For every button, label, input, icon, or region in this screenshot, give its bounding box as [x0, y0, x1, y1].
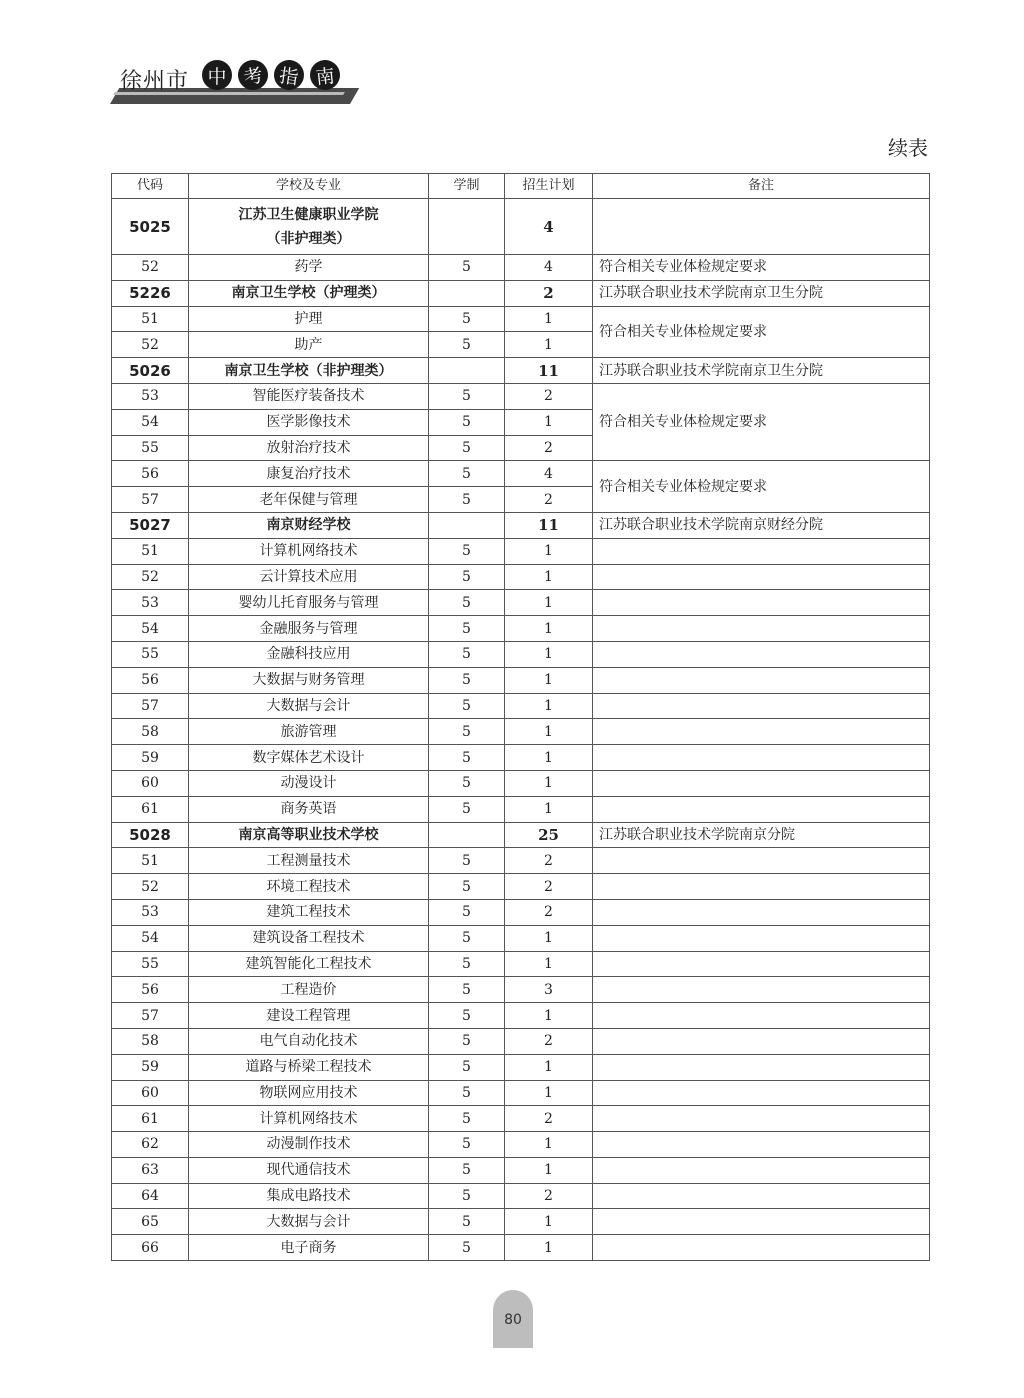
cell-code: 54: [112, 925, 189, 951]
cell-code: 53: [112, 383, 189, 409]
cell-name: [189, 590, 429, 616]
school-name: 护理: [294, 310, 323, 327]
cell-name: [189, 1132, 429, 1158]
cell-note: [593, 1183, 930, 1209]
major-row: [112, 848, 930, 874]
cell-years: [429, 822, 505, 848]
school-name: 旅游管理: [280, 723, 337, 740]
school-name: 婴幼儿托育服务与管理: [238, 594, 379, 611]
school-name: 药学: [294, 259, 323, 276]
school-name: 大数据与会计: [266, 1213, 351, 1230]
col-header-code: 代码: [112, 174, 189, 199]
cell-years: 5: [429, 1003, 505, 1029]
major-row: [112, 1209, 930, 1235]
cell-code: 56: [112, 667, 189, 693]
cell-plan: 2: [505, 899, 593, 925]
cell-plan: 2: [505, 435, 593, 461]
cell-name: [189, 1106, 429, 1132]
school-name: 老年保健与管理: [259, 491, 358, 508]
major-row: [112, 255, 930, 281]
cell-code: 61: [112, 796, 189, 822]
cell-note: [593, 796, 930, 822]
cell-code: 52: [112, 564, 189, 590]
cell-years: 5: [429, 796, 505, 822]
cell-code: 59: [112, 745, 189, 771]
cell-name: [189, 951, 429, 977]
major-row: [112, 693, 930, 719]
cell-name: [189, 667, 429, 693]
major-row: [112, 951, 930, 977]
cell-plan: 4: [505, 199, 593, 255]
cell-plan: 4: [505, 255, 593, 281]
cell-years: 5: [429, 1157, 505, 1183]
major-row: [112, 1028, 930, 1054]
cell-name: [189, 538, 429, 564]
cell-note: 江苏联合职业技术学院南京卫生分院: [593, 280, 930, 306]
cell-years: [429, 358, 505, 384]
cell-name: [189, 719, 429, 745]
cell-years: 5: [429, 564, 505, 590]
major-row: [112, 564, 930, 590]
school-name: 道路与桥梁工程技术: [245, 1059, 372, 1076]
cell-note: [593, 719, 930, 745]
cell-years: 5: [429, 306, 505, 332]
cell-years: 5: [429, 951, 505, 977]
cell-name: [189, 848, 429, 874]
school-name: 物联网应用技术: [259, 1084, 358, 1101]
cell-note: [593, 745, 930, 771]
cell-years: 5: [429, 1106, 505, 1132]
cell-plan: 2: [505, 1183, 593, 1209]
cell-note: [593, 1080, 930, 1106]
school-name: 南京财经学校: [266, 517, 351, 534]
major-row: [112, 719, 930, 745]
cell-note: [593, 770, 930, 796]
cell-years: 5: [429, 1183, 505, 1209]
cell-name: [189, 1080, 429, 1106]
cell-years: 5: [429, 1235, 505, 1261]
major-row: [112, 925, 930, 951]
cell-plan: 2: [505, 383, 593, 409]
cell-code: 55: [112, 435, 189, 461]
cell-name: [189, 461, 429, 487]
major-row: [112, 977, 930, 1003]
col-header-note: 备注: [593, 174, 930, 199]
cell-name: [189, 1235, 429, 1261]
cell-code: 57: [112, 487, 189, 513]
major-row: [112, 1183, 930, 1209]
cell-name: [189, 487, 429, 513]
cell-plan: 2: [505, 1106, 593, 1132]
school-name: 金融服务与管理: [259, 620, 358, 637]
school-name: 江苏卫生健康职业学院: [238, 206, 379, 223]
cell-plan: 1: [505, 1132, 593, 1158]
cell-note: 符合相关专业体检规定要求: [593, 461, 930, 513]
cell-note: [593, 667, 930, 693]
school-name: 动漫设计: [280, 775, 337, 792]
cell-code: 51: [112, 848, 189, 874]
cell-name: [189, 925, 429, 951]
cell-note: [593, 641, 930, 667]
cell-note: [593, 1209, 930, 1235]
col-header-years: 学制: [429, 174, 505, 199]
cell-name: [189, 409, 429, 435]
major-row: [112, 899, 930, 925]
school-name: 数字媒体艺术设计: [252, 749, 365, 766]
title-char: 考: [235, 57, 271, 93]
enrollment-table: [111, 173, 930, 1261]
col-header-plan: 招生计划: [505, 174, 593, 199]
cell-years: 5: [429, 332, 505, 358]
cell-name: [189, 1157, 429, 1183]
cell-note: [593, 1235, 930, 1261]
cell-plan: 1: [505, 409, 593, 435]
cell-name: [189, 306, 429, 332]
major-row: [112, 383, 930, 409]
cell-name: [189, 1209, 429, 1235]
cell-note: [593, 925, 930, 951]
cell-plan: 1: [505, 719, 593, 745]
cell-years: 5: [429, 1028, 505, 1054]
school-name: 建筑设备工程技术: [252, 930, 365, 947]
cell-plan: 1: [505, 616, 593, 642]
cell-code: 57: [112, 693, 189, 719]
cell-code: 52: [112, 255, 189, 281]
cell-years: 5: [429, 616, 505, 642]
cell-plan: 11: [505, 512, 593, 538]
cell-years: 5: [429, 641, 505, 667]
cell-plan: 1: [505, 1235, 593, 1261]
school-name: 大数据与财务管理: [252, 672, 365, 689]
cell-code: 64: [112, 1183, 189, 1209]
school-name: 建筑智能化工程技术: [245, 955, 372, 972]
cell-years: 5: [429, 409, 505, 435]
cell-years: 5: [429, 848, 505, 874]
cell-note: [593, 590, 930, 616]
cell-code: 5027: [112, 512, 189, 538]
cell-name: [189, 1054, 429, 1080]
major-row: [112, 1080, 930, 1106]
cell-years: 5: [429, 770, 505, 796]
cell-name: [189, 796, 429, 822]
cell-code: 61: [112, 1106, 189, 1132]
school-name: 商务英语: [280, 801, 337, 818]
cell-code: 60: [112, 1080, 189, 1106]
school-name: 现代通信技术: [266, 1162, 351, 1179]
cell-years: 5: [429, 1054, 505, 1080]
major-row: [112, 1054, 930, 1080]
cell-plan: 1: [505, 693, 593, 719]
major-row: [112, 770, 930, 796]
cell-plan: 1: [505, 1209, 593, 1235]
cell-years: 5: [429, 255, 505, 281]
cell-years: 5: [429, 461, 505, 487]
cell-name: [189, 641, 429, 667]
school-name: 南京卫生学校（非护理类）: [224, 362, 393, 379]
continued-label: 续表: [888, 136, 928, 160]
school-name: 电气自动化技术: [259, 1033, 358, 1050]
major-row: [112, 306, 930, 332]
cell-code: 54: [112, 616, 189, 642]
school-name: 云计算技术应用: [259, 568, 358, 585]
cell-years: 5: [429, 667, 505, 693]
cell-name: [189, 1028, 429, 1054]
cell-code: 59: [112, 1054, 189, 1080]
cell-years: 5: [429, 977, 505, 1003]
cell-plan: 1: [505, 745, 593, 771]
major-row: [112, 538, 930, 564]
cell-code: 62: [112, 1132, 189, 1158]
major-row: [112, 1106, 930, 1132]
cell-years: [429, 512, 505, 538]
school-row: [112, 199, 930, 255]
cell-plan: 11: [505, 358, 593, 384]
cell-plan: 1: [505, 538, 593, 564]
title-char: 指: [272, 58, 306, 92]
cell-name: [189, 874, 429, 900]
cell-plan: 1: [505, 1003, 593, 1029]
title-char: 南: [309, 59, 342, 92]
title-char: 中: [202, 60, 232, 90]
cell-name: [189, 899, 429, 925]
school-name-sub: （非护理类）: [266, 230, 351, 247]
cell-plan: 1: [505, 1054, 593, 1080]
cell-years: 5: [429, 1209, 505, 1235]
cell-note: [593, 899, 930, 925]
page-number: 80: [504, 1312, 522, 1328]
table-body: [112, 199, 930, 1261]
major-row: [112, 590, 930, 616]
cell-note: [593, 951, 930, 977]
cell-plan: 2: [505, 280, 593, 306]
school-name: 智能医疗装备技术: [252, 388, 365, 405]
cell-code: 5028: [112, 822, 189, 848]
cell-code: 60: [112, 770, 189, 796]
cell-name: [189, 383, 429, 409]
cell-code: 52: [112, 874, 189, 900]
school-row: [112, 280, 930, 306]
cell-name: [189, 512, 429, 538]
cell-code: 5226: [112, 280, 189, 306]
cell-code: 5025: [112, 199, 189, 255]
school-row: [112, 512, 930, 538]
major-row: [112, 667, 930, 693]
cell-plan: 25: [505, 822, 593, 848]
cell-note: [593, 616, 930, 642]
cell-code: 54: [112, 409, 189, 435]
cell-code: 58: [112, 719, 189, 745]
school-name: 集成电路技术: [266, 1188, 351, 1205]
cell-note: [593, 1132, 930, 1158]
major-row: [112, 1235, 930, 1261]
header-banner: [110, 56, 355, 106]
school-name: 动漫制作技术: [266, 1136, 351, 1153]
cell-years: 5: [429, 590, 505, 616]
major-row: [112, 1132, 930, 1158]
cell-note: [593, 1054, 930, 1080]
page-number-tab: [493, 1290, 533, 1348]
cell-note: [593, 1028, 930, 1054]
cell-plan: 2: [505, 1028, 593, 1054]
cell-plan: 2: [505, 874, 593, 900]
cell-note: [593, 848, 930, 874]
school-name: 工程测量技术: [266, 852, 351, 869]
cell-name: [189, 822, 429, 848]
school-name: 南京卫生学校（护理类）: [231, 285, 386, 302]
cell-plan: 1: [505, 564, 593, 590]
cell-code: 53: [112, 899, 189, 925]
cell-years: 5: [429, 435, 505, 461]
cell-name: [189, 1003, 429, 1029]
cell-note: [593, 874, 930, 900]
cell-code: 58: [112, 1028, 189, 1054]
cell-note: 江苏联合职业技术学院南京分院: [593, 822, 930, 848]
cell-name: [189, 435, 429, 461]
school-row: [112, 822, 930, 848]
cell-name: [189, 977, 429, 1003]
major-row: [112, 874, 930, 900]
cell-plan: 1: [505, 332, 593, 358]
school-row: [112, 358, 930, 384]
major-row: [112, 461, 930, 487]
cell-code: 52: [112, 332, 189, 358]
cell-note: 江苏联合职业技术学院南京财经分院: [593, 512, 930, 538]
banner-title: [202, 60, 340, 90]
cell-name: [189, 616, 429, 642]
cell-code: 55: [112, 951, 189, 977]
major-row: [112, 641, 930, 667]
cell-name: [189, 693, 429, 719]
school-name: 金融科技应用: [266, 646, 351, 663]
cell-name: [189, 255, 429, 281]
cell-years: 5: [429, 925, 505, 951]
cell-years: 5: [429, 1080, 505, 1106]
cell-name: [189, 1183, 429, 1209]
cell-plan: 1: [505, 306, 593, 332]
table-header-row: [112, 174, 930, 199]
cell-plan: 2: [505, 487, 593, 513]
cell-code: 56: [112, 461, 189, 487]
cell-plan: 1: [505, 1080, 593, 1106]
cell-plan: 1: [505, 951, 593, 977]
col-header-school: 学校及专业: [189, 174, 429, 199]
school-name: 大数据与会计: [266, 697, 351, 714]
cell-note: [593, 977, 930, 1003]
cell-years: [429, 280, 505, 306]
cell-plan: 1: [505, 1157, 593, 1183]
school-name: 工程造价: [280, 981, 337, 998]
major-row: [112, 796, 930, 822]
cell-code: 51: [112, 306, 189, 332]
cell-code: 53: [112, 590, 189, 616]
major-row: [112, 1157, 930, 1183]
cell-years: 5: [429, 874, 505, 900]
school-name: 助产: [294, 336, 323, 353]
cell-note: 符合相关专业体检规定要求: [593, 306, 930, 358]
cell-plan: 1: [505, 590, 593, 616]
major-row: [112, 745, 930, 771]
school-name: 医学影像技术: [266, 414, 351, 431]
major-row: [112, 616, 930, 642]
cell-years: 5: [429, 745, 505, 771]
school-name: 电子商务: [280, 1239, 337, 1256]
banner-city: 徐州市: [120, 69, 190, 94]
cell-code: 65: [112, 1209, 189, 1235]
school-name: 建筑工程技术: [266, 904, 351, 921]
cell-name: [189, 358, 429, 384]
cell-code: 5026: [112, 358, 189, 384]
cell-note: [593, 1106, 930, 1132]
cell-years: 5: [429, 1132, 505, 1158]
cell-plan: 2: [505, 848, 593, 874]
cell-plan: 1: [505, 925, 593, 951]
cell-code: 56: [112, 977, 189, 1003]
major-row: [112, 1003, 930, 1029]
cell-name: [189, 770, 429, 796]
cell-plan: 1: [505, 641, 593, 667]
cell-note: [593, 564, 930, 590]
cell-plan: 1: [505, 667, 593, 693]
cell-note: 江苏联合职业技术学院南京卫生分院: [593, 358, 930, 384]
cell-code: 55: [112, 641, 189, 667]
cell-years: 5: [429, 719, 505, 745]
cell-note: [593, 1003, 930, 1029]
cell-name: [189, 564, 429, 590]
cell-note: [593, 199, 930, 255]
cell-name: [189, 280, 429, 306]
cell-note: [593, 693, 930, 719]
cell-years: 5: [429, 487, 505, 513]
cell-plan: 4: [505, 461, 593, 487]
cell-note: [593, 538, 930, 564]
cell-code: 63: [112, 1157, 189, 1183]
cell-plan: 1: [505, 796, 593, 822]
cell-name: [189, 745, 429, 771]
school-name: 环境工程技术: [266, 878, 351, 895]
school-name: 计算机网络技术: [259, 1110, 358, 1127]
cell-note: 符合相关专业体检规定要求: [593, 255, 930, 281]
cell-note: [593, 1157, 930, 1183]
cell-years: [429, 199, 505, 255]
cell-plan: 3: [505, 977, 593, 1003]
school-name: 康复治疗技术: [266, 465, 351, 482]
cell-years: 5: [429, 899, 505, 925]
school-name: 计算机网络技术: [259, 543, 358, 560]
school-name: 南京高等职业技术学校: [238, 826, 379, 843]
cell-name: [189, 332, 429, 358]
school-name: 放射治疗技术: [266, 439, 351, 456]
cell-code: 51: [112, 538, 189, 564]
cell-note: 符合相关专业体检规定要求: [593, 383, 930, 460]
cell-name: [189, 199, 429, 255]
cell-years: 5: [429, 383, 505, 409]
school-name: 建设工程管理: [266, 1007, 351, 1024]
cell-years: 5: [429, 693, 505, 719]
cell-code: 66: [112, 1235, 189, 1261]
cell-code: 57: [112, 1003, 189, 1029]
cell-plan: 1: [505, 770, 593, 796]
cell-years: 5: [429, 538, 505, 564]
